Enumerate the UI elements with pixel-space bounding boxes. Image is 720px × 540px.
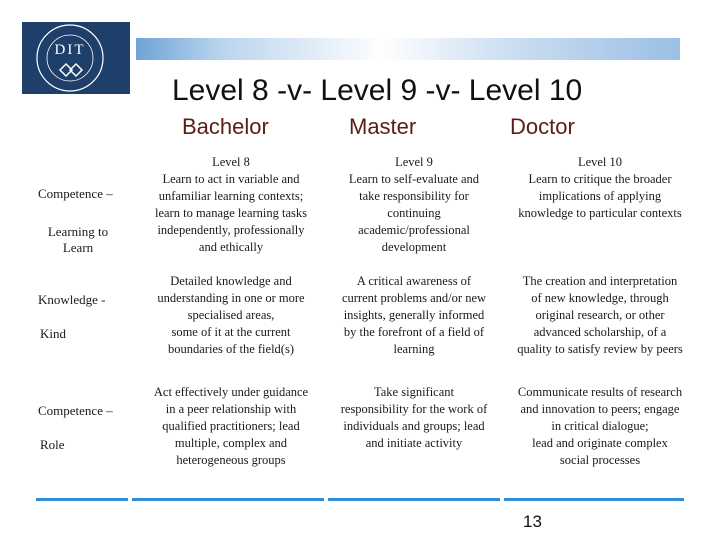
cell-line: original research, or other [535, 308, 665, 322]
cell-line: A critical awareness of [356, 274, 472, 288]
cell-line: of new knowledge, through [531, 291, 669, 305]
cell-line: insights, generally informed [343, 308, 485, 322]
cell-line: heterogeneous groups [176, 453, 286, 467]
column-heading-bachelor: Bachelor [182, 114, 269, 139]
cell-line: by the forefront of a field of [343, 325, 485, 339]
cell-line: lead and originate complex [532, 436, 668, 450]
cell-line: Level 8 [212, 155, 250, 169]
cell-line: learn to manage learning tasks [154, 206, 308, 220]
cell-line: development [381, 240, 447, 254]
cell-line: implications of applying [538, 189, 662, 203]
cell-line: Level 10 [577, 155, 623, 169]
column-heading-master: Master [349, 114, 417, 139]
cell-level8-knowledge [136, 273, 326, 358]
cell-line: take responsibility for [359, 189, 469, 203]
cell-line: social processes [559, 453, 641, 467]
footer-line-segment [132, 498, 324, 501]
logo-text: DIT [54, 42, 86, 58]
cell-line: some of it at the current [171, 325, 291, 339]
row-label-line: Learning to Learn [47, 224, 109, 255]
cell-line: continuing [387, 206, 441, 220]
footer-line-segment [328, 498, 500, 501]
cell-line: in a peer relationship with [165, 402, 297, 416]
cell-level10-role [502, 384, 698, 469]
cell-line: and initiate activity [365, 436, 463, 450]
page-number: 13 [523, 512, 542, 531]
cell-line: Detailed knowledge and [170, 274, 292, 288]
cell-line: multiple, complex and [174, 436, 288, 450]
cell-level8-role [136, 384, 326, 469]
cell-line: responsibility for the work of [340, 402, 488, 416]
row-label-knowledge-kind [38, 292, 106, 342]
header-stripe-left [136, 38, 386, 60]
cell-line: and innovation to peers; engage [520, 402, 680, 416]
cell-line: unfamiliar learning contexts; [158, 189, 304, 203]
cell-line: qualified practitioners; lead [162, 419, 300, 433]
cell-line: Take significant [374, 385, 454, 399]
cell-line: advanced scholarship, of a [533, 325, 667, 339]
footer-line-segment [504, 498, 684, 501]
cell-line: specialised areas, [187, 308, 275, 322]
row-label-line: Knowledge - [38, 292, 106, 307]
cell-line: Level 9 [395, 155, 433, 169]
cell-line: in critical dialogue; [551, 419, 649, 433]
cell-line: independently, professionally [157, 223, 305, 237]
cell-line: knowledge to particular contexts [518, 206, 682, 220]
cell-level8-learning [136, 154, 326, 256]
cell-line: Learn to act in variable and [162, 172, 300, 186]
cell-line: boundaries of the field(s) [167, 342, 294, 356]
cell-line: quality to satisfy review by peers [517, 342, 683, 356]
row-label-line: Kind [40, 326, 66, 341]
row-label-competence-learning [38, 186, 116, 256]
cell-line: Communicate results of research [517, 385, 683, 399]
cell-line: current problems and/or new [341, 291, 487, 305]
row-label-line: Competence – [38, 403, 113, 418]
footer-line-segment [36, 498, 128, 501]
cell-line: individuals and groups; lead [343, 419, 485, 433]
cell-line: academic/professional [358, 223, 470, 237]
cell-line: learning [393, 342, 435, 356]
dit-logo [20, 20, 132, 96]
cell-line: and ethically [198, 240, 264, 254]
column-heading-doctor: Doctor [510, 114, 575, 139]
cell-level9-role [326, 384, 502, 452]
slide-title: Level 8 -v- Level 9 -v- Level 10 [172, 74, 583, 107]
row-label-competence-role [38, 403, 113, 453]
cell-line: Learn to critique the broader [528, 172, 672, 186]
cell-line: understanding in one or more [157, 291, 305, 305]
cell-level9-knowledge [326, 273, 502, 358]
row-label-line: Role [40, 437, 65, 452]
cell-level9-learning [326, 154, 502, 256]
row-label-line: Competence – [38, 186, 113, 201]
cell-line: Act effectively under guidance [153, 385, 309, 399]
cell-line: The creation and interpretation [522, 274, 678, 288]
header-stripe-right [380, 38, 680, 60]
cell-line: Learn to self-evaluate and [348, 172, 480, 186]
cell-level10-knowledge [502, 273, 698, 358]
cell-level10-learning [502, 154, 698, 222]
